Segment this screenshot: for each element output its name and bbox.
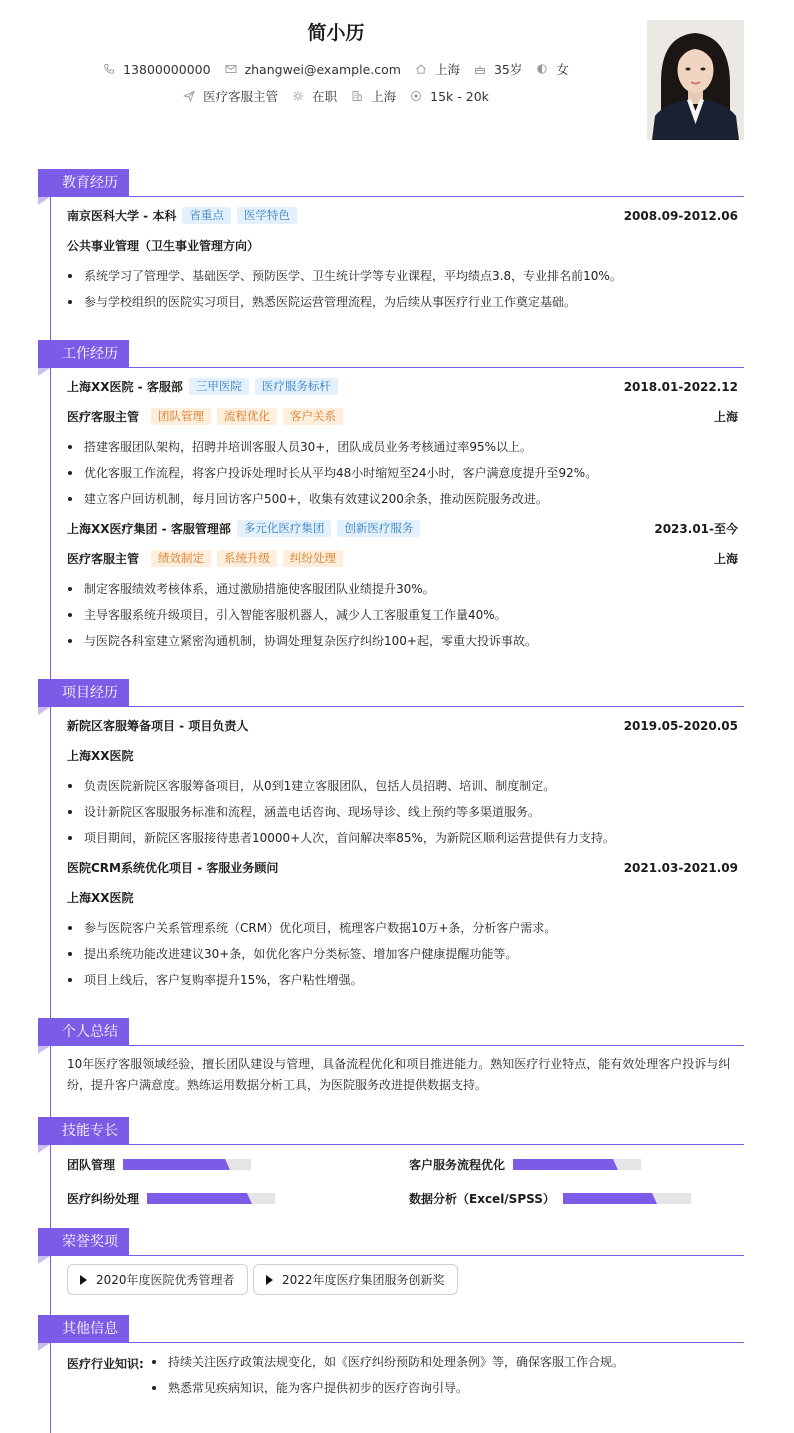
work-date: 2023.01-至今 <box>654 522 738 536</box>
awards-section <box>38 1228 744 1303</box>
skill-name: 医疗纠纷处理 <box>67 1192 140 1206</box>
project-title: 医院CRM系统优化项目 - 客服业务顾问 <box>67 861 279 875</box>
section-header <box>38 340 744 368</box>
salary-info <box>410 89 489 104</box>
summary-text: 10年医疗客服领域经验，擅长团队建设与管理，具备流程优化和项目推进能力。熟知医疗行业特点，能有效处理客户投诉与纠纷，提升客户满意度。熟练运用数据分析工具，为医院服务改进提供数据支持。 <box>67 1057 731 1092</box>
skill-bar <box>513 1159 641 1170</box>
project-date: 2021.03-2021.09 <box>623 860 738 875</box>
school-tag: 省重点 <box>182 207 231 224</box>
section-title: 工作经历 <box>38 340 129 368</box>
phone-icon <box>103 63 115 75</box>
project-date: 2019.05-2020.05 <box>623 718 738 733</box>
project-org: 上海XX医院 <box>67 749 134 763</box>
work-location: 上海 <box>713 552 738 566</box>
status-icon <box>292 90 304 102</box>
school-name: 南京医科大学 - 本科 <box>67 209 177 223</box>
phone-info <box>103 62 210 77</box>
list-item: 主导客服系统升级项目，引入智能客服机器人，减少人工客服重复工作量40%。 <box>67 608 738 634</box>
project-org-row <box>67 889 738 906</box>
project-bullets <box>67 921 738 999</box>
skill-bar-fill <box>147 1193 247 1204</box>
company-name: 上海XX医院 - 客服部 <box>67 380 183 394</box>
skill-bar <box>147 1193 275 1204</box>
list-item: 熟悉常见疾病知识，能为客户提供初步的医疗咨询引导。 <box>151 1381 738 1407</box>
home-icon <box>415 63 427 75</box>
play-triangle-icon <box>80 1275 87 1285</box>
section-tab-fold <box>38 1256 50 1264</box>
salary-icon <box>410 90 422 102</box>
skill-bar-fill <box>563 1193 653 1204</box>
send-icon <box>183 90 195 102</box>
section-title: 项目经历 <box>38 679 129 707</box>
cake-icon <box>474 63 486 75</box>
section-tab-fold <box>38 707 50 715</box>
skill-item <box>67 1190 275 1207</box>
education-date: 2008.09-2012.06 <box>623 208 738 223</box>
company-tag: 医疗服务标杆 <box>255 378 338 395</box>
skill-name: 客户服务流程优化 <box>409 1158 506 1172</box>
list-item: 与医院各科室建立紧密沟通机制，协调处理复杂医疗纠纷100+起，零重大投诉事故。 <box>67 634 738 660</box>
section-header <box>38 679 744 707</box>
list-item: 建立客户回访机制，每月回访客户500+，收集有效建议200余条，推动医院服务改进。 <box>67 492 738 518</box>
list-item: 持续关注医疗政策法规变化，如《医疗纠纷预防和处理条例》等，确保客服工作合规。 <box>151 1355 738 1381</box>
company-tag: 三甲医院 <box>189 378 249 395</box>
salary-text: 15k - 20k <box>430 88 489 104</box>
school-tag: 医学特色 <box>237 207 297 224</box>
work-bullets <box>67 582 738 660</box>
other-section <box>38 1315 744 1405</box>
job-status-info <box>292 87 337 105</box>
section-tab-fold <box>38 368 50 376</box>
projects-section <box>38 679 744 999</box>
list-item: 提出系统功能改进建议30+条，如优化客户分类标签、增加客户健康提醒功能等。 <box>67 947 738 973</box>
list-item: 优化客服工作流程，将客户投诉处理时长从平均48小时缩短至24小时，客户满意度提升至92%。 <box>67 466 738 492</box>
award-badge <box>67 1264 248 1295</box>
list-item: 参与学校组织的医院实习项目，熟悉医院运营管理流程，为后续从事医疗行业工作奠定基础。 <box>67 295 738 321</box>
list-item: 参与医院客户关系管理系统（CRM）优化项目，梳理客户数据10万+条，分析客户需求。 <box>67 921 738 947</box>
list-item: 系统学习了管理学、基础医学、预防医学、卫生统计学等专业课程，平均绩点3.8，专业排名前10%。 <box>67 269 738 295</box>
major-name: 公共事业管理（卫生事业管理方向） <box>67 239 260 253</box>
section-header <box>38 1117 744 1145</box>
section-header <box>38 1228 744 1256</box>
list-item: 制定客服绩效考核体系，通过激励措施使客服团队业绩提升30%。 <box>67 582 738 608</box>
skill-bar-fill <box>513 1159 613 1170</box>
skill-item <box>409 1156 641 1173</box>
project-title-row <box>67 717 738 734</box>
project-title: 新院区客服筹备项目 - 项目负责人 <box>67 719 249 733</box>
section-header <box>38 169 744 197</box>
skill-item <box>67 1156 251 1173</box>
section-title: 其他信息 <box>38 1315 129 1343</box>
list-item: 项目上线后，客户复购率提升15%，客户粘性增强。 <box>67 973 738 999</box>
skill-bar <box>123 1159 251 1170</box>
position-tag: 系统升级 <box>217 550 277 567</box>
section-tab-fold <box>38 1145 50 1153</box>
award-badge <box>253 1264 458 1295</box>
work-section <box>38 340 744 660</box>
list-item: 设计新院区客服服务标准和流程，涵盖电话咨询、现场导诊、线上预约等多渠道服务。 <box>67 805 738 831</box>
list-item: 搭建客服团队架构，招聘并培训客服人员30+，团队成员业务考核通过率95%以上。 <box>67 440 738 466</box>
award-name: 2020年度医院优秀管理者 <box>96 1273 235 1287</box>
section-title: 个人总结 <box>38 1018 129 1046</box>
summary-section <box>38 1018 744 1098</box>
target-city-text: 上海 <box>371 89 397 104</box>
project-org-row <box>67 747 738 764</box>
building-icon <box>351 90 363 102</box>
age-text: 35岁 <box>493 62 523 77</box>
work-company-row <box>67 378 738 395</box>
section-tab-fold <box>38 1046 50 1054</box>
gender-icon <box>536 63 548 75</box>
other-label: 医疗行业知识: <box>67 1357 144 1371</box>
mail-icon <box>225 63 237 75</box>
skill-name: 团队管理 <box>67 1158 116 1172</box>
target-position-info <box>183 87 278 105</box>
job-row <box>0 87 672 105</box>
position-name: 医疗客服主管 <box>67 410 140 424</box>
gender-info <box>536 60 569 78</box>
award-name: 2022年度医疗集团服务创新奖 <box>282 1273 445 1287</box>
skills-section <box>38 1117 744 1212</box>
education-bullets <box>67 269 738 321</box>
skill-item <box>409 1190 691 1207</box>
major-row <box>67 237 738 254</box>
section-header <box>38 1315 744 1343</box>
work-location: 上海 <box>713 410 738 424</box>
company-tag: 多元化医疗集团 <box>237 520 332 537</box>
section-tab-fold <box>38 1343 50 1351</box>
work-position-row <box>67 408 738 425</box>
target-position-text: 医疗客服主管 <box>203 89 279 104</box>
position-tag: 客户关系 <box>283 408 343 425</box>
target-city-info <box>351 87 396 105</box>
section-tab-fold <box>38 197 50 205</box>
skill-bar-fill <box>123 1159 225 1170</box>
gender-text: 女 <box>556 62 569 77</box>
work-date: 2018.01-2022.12 <box>623 379 738 394</box>
work-bullets <box>67 440 738 518</box>
company-name: 上海XX医疗集团 - 客服管理部 <box>67 522 231 536</box>
position-tag: 绩效制定 <box>151 550 211 567</box>
project-org: 上海XX医院 <box>67 891 134 905</box>
project-title-row <box>67 859 738 876</box>
position-tag: 纠纷处理 <box>283 550 343 567</box>
section-title: 技能专长 <box>38 1117 129 1145</box>
email-info <box>225 62 401 77</box>
profile-photo <box>647 20 744 140</box>
section-title: 教育经历 <box>38 169 129 197</box>
position-name: 医疗客服主管 <box>67 552 140 566</box>
list-item: 项目期间，新院区客服接待患者10000+人次，首问解决率85%，为新院区顺利运营提供有力支持。 <box>67 831 738 857</box>
job-status-text: 在职 <box>312 89 338 104</box>
position-tag: 团队管理 <box>151 408 211 425</box>
project-bullets <box>67 779 738 857</box>
contact-row <box>0 60 672 78</box>
work-company-row <box>67 520 738 537</box>
education-header-row <box>67 207 738 224</box>
skill-bar <box>563 1193 691 1204</box>
phone-text: 13800000000 <box>123 61 211 77</box>
resume-name: 简小历 <box>307 22 365 44</box>
company-tag: 创新医疗服务 <box>337 520 420 537</box>
city-info <box>415 60 460 78</box>
list-item: 负责医院新院区客服筹备项目，从0到1建立客服团队，包括人员招聘、培训、制度制定。 <box>67 779 738 805</box>
age-info <box>474 60 522 78</box>
other-bullets <box>151 1355 738 1407</box>
city-text: 上海 <box>434 62 460 77</box>
education-section <box>38 169 744 319</box>
section-title: 荣誉奖项 <box>38 1228 129 1256</box>
work-position-row <box>67 550 738 567</box>
section-header <box>38 1018 744 1046</box>
email-text: zhangwei@example.com <box>244 61 401 77</box>
skill-name: 数据分析（Excel/SPSS） <box>409 1192 555 1206</box>
play-triangle-icon <box>266 1275 273 1285</box>
position-tag: 流程优化 <box>217 408 277 425</box>
